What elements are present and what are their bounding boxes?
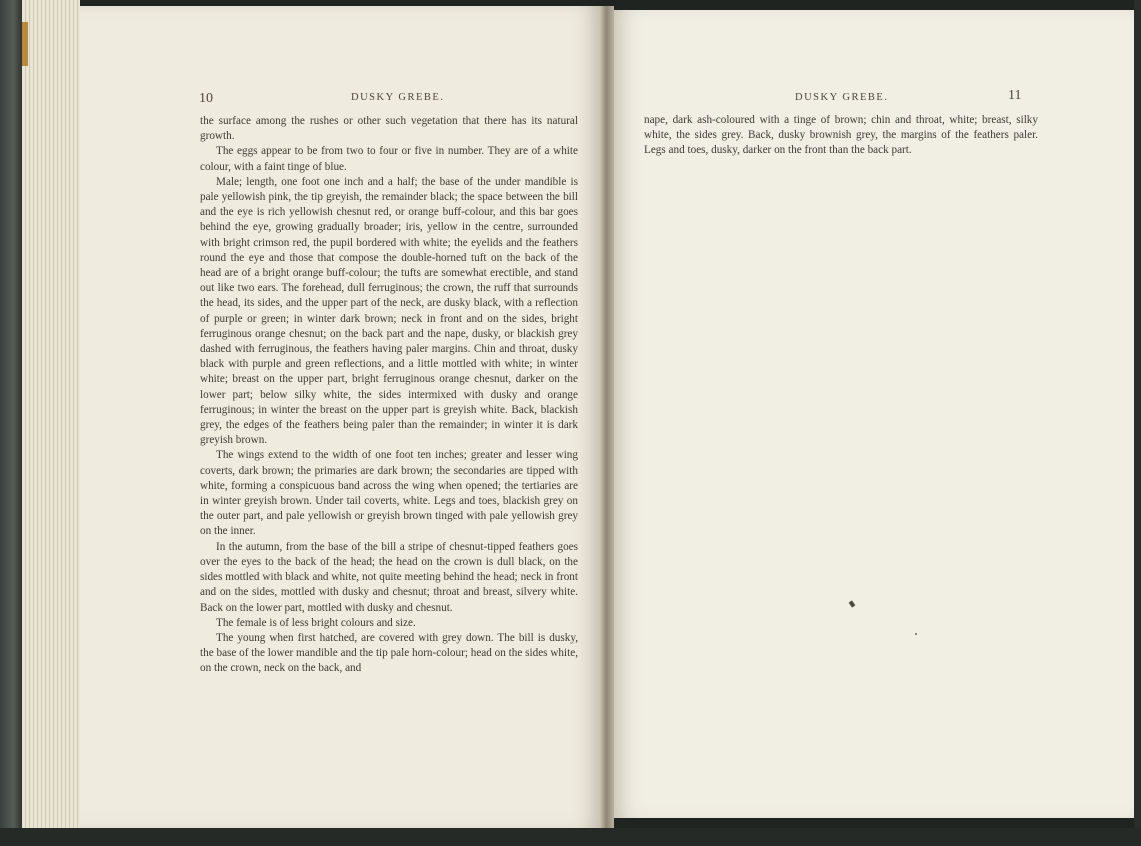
left-paragraph: The wings extend to the width of one foot ten inches; greater and lesser wing coverts, dark brown; the primaries are dark brown; the secondaries are tipped with white, forming a conspicuous band across the wing when opened; the tertiaries are in winter greyish brown. Under tail coverts, white. Legs and toes, blackish grey on the outer part, and pale yellowish or greyish brown tinged with pale yellowish grey on the inner.	[200, 449, 578, 538]
book-gutter	[600, 6, 614, 828]
left-paragraph: The eggs appear to be from two to four or five in number. They are of a white colour, with a faint tinge of blue.	[200, 145, 578, 173]
left-paragraph: In the autumn, from the base of the bill a stripe of chesnut-tipped feathers goes over the eyes to the back of the head; the head on the crown is dull black, on the sides mottled with black and white, not quite meeting behind the head; neck in front and on the sides, mottled with dusky and chesnut; throat and breast, silvery white. Back on the lower part, mottled with dusky and chesnut.	[200, 540, 578, 614]
left-paragraph: Male; length, one foot one inch and a half; the base of the under mandible is pale yellowish pink, the tip greyish, the remainder black; the space between the bill and the eye is rich yellowish chesnut red, or orange buff-colour, and this bar goes behind the eye, growing gradually broader; iris, yellow in the centre, surrounded with bright crimson red, the pupil bordered with white; the eyelids and the feathers round the eye and those that compose the double-horned tuft on the back of the head are of a bright orange buff-colour; the tufts are somewhat erectible, and stand out like two ears. The forehead, dull ferruginous; the crown, the ruff that surrounds the head, its sides, and the upper part of the neck, are dusky black, with a reflection of purple or green; in winter dark brown; neck in front and on the sides, bright ferruginous orange chesnut; on the back part and the nape, dusky, or blackish grey dashed with ferruginous, the feathers having paler margins. Chin and throat, dusky black with purple and green reflections, and a little mottled with white; in winter white; breast on the upper part, bright ferruginous orange chesnut, darker on the lower part; below silky white, the sides intermixed with dusky and orange ferruginous; in winter the breast on the upper part is greyish white. Back, blackish grey, the edges of the feathers being paler than the remainder; in winter it is dark greyish brown.	[200, 175, 578, 447]
book-cover-bottom-edge	[0, 828, 1141, 846]
right-page-text	[644, 113, 1038, 159]
right-page-number: 11	[1008, 88, 1022, 103]
ink-speck	[915, 633, 917, 635]
book-cover-left-edge	[0, 0, 22, 846]
page-stack-left	[22, 0, 80, 828]
right-paragraph: nape, dark ash-coloured with a tinge of brown; chin and throat, white; breast, silky white, the sides grey. Back, dusky brownish grey, the margins of the feathers paler. Legs and toes, dusky, darker on the front than the back part.	[644, 114, 1038, 157]
book-cover-right-edge	[1134, 0, 1141, 846]
right-running-head: DUSKY GREBE.	[795, 92, 889, 103]
binding-mark	[22, 22, 28, 66]
left-page-text	[200, 114, 578, 677]
left-running-head: DUSKY GREBE.	[351, 92, 445, 103]
left-paragraph: The female is of less bright colours and size.	[216, 616, 416, 629]
left-paragraph: the surface among the rushes or other such vegetation that there has its natural growth.	[200, 115, 578, 143]
left-page-number: 10	[199, 91, 213, 106]
left-paragraph: The young when first hatched, are covered with grey down. The bill is dusky, the base of the lower mandible and the tip pale horn-colour; head on the sides white, on the crown, neck on the back, and	[200, 631, 578, 675]
